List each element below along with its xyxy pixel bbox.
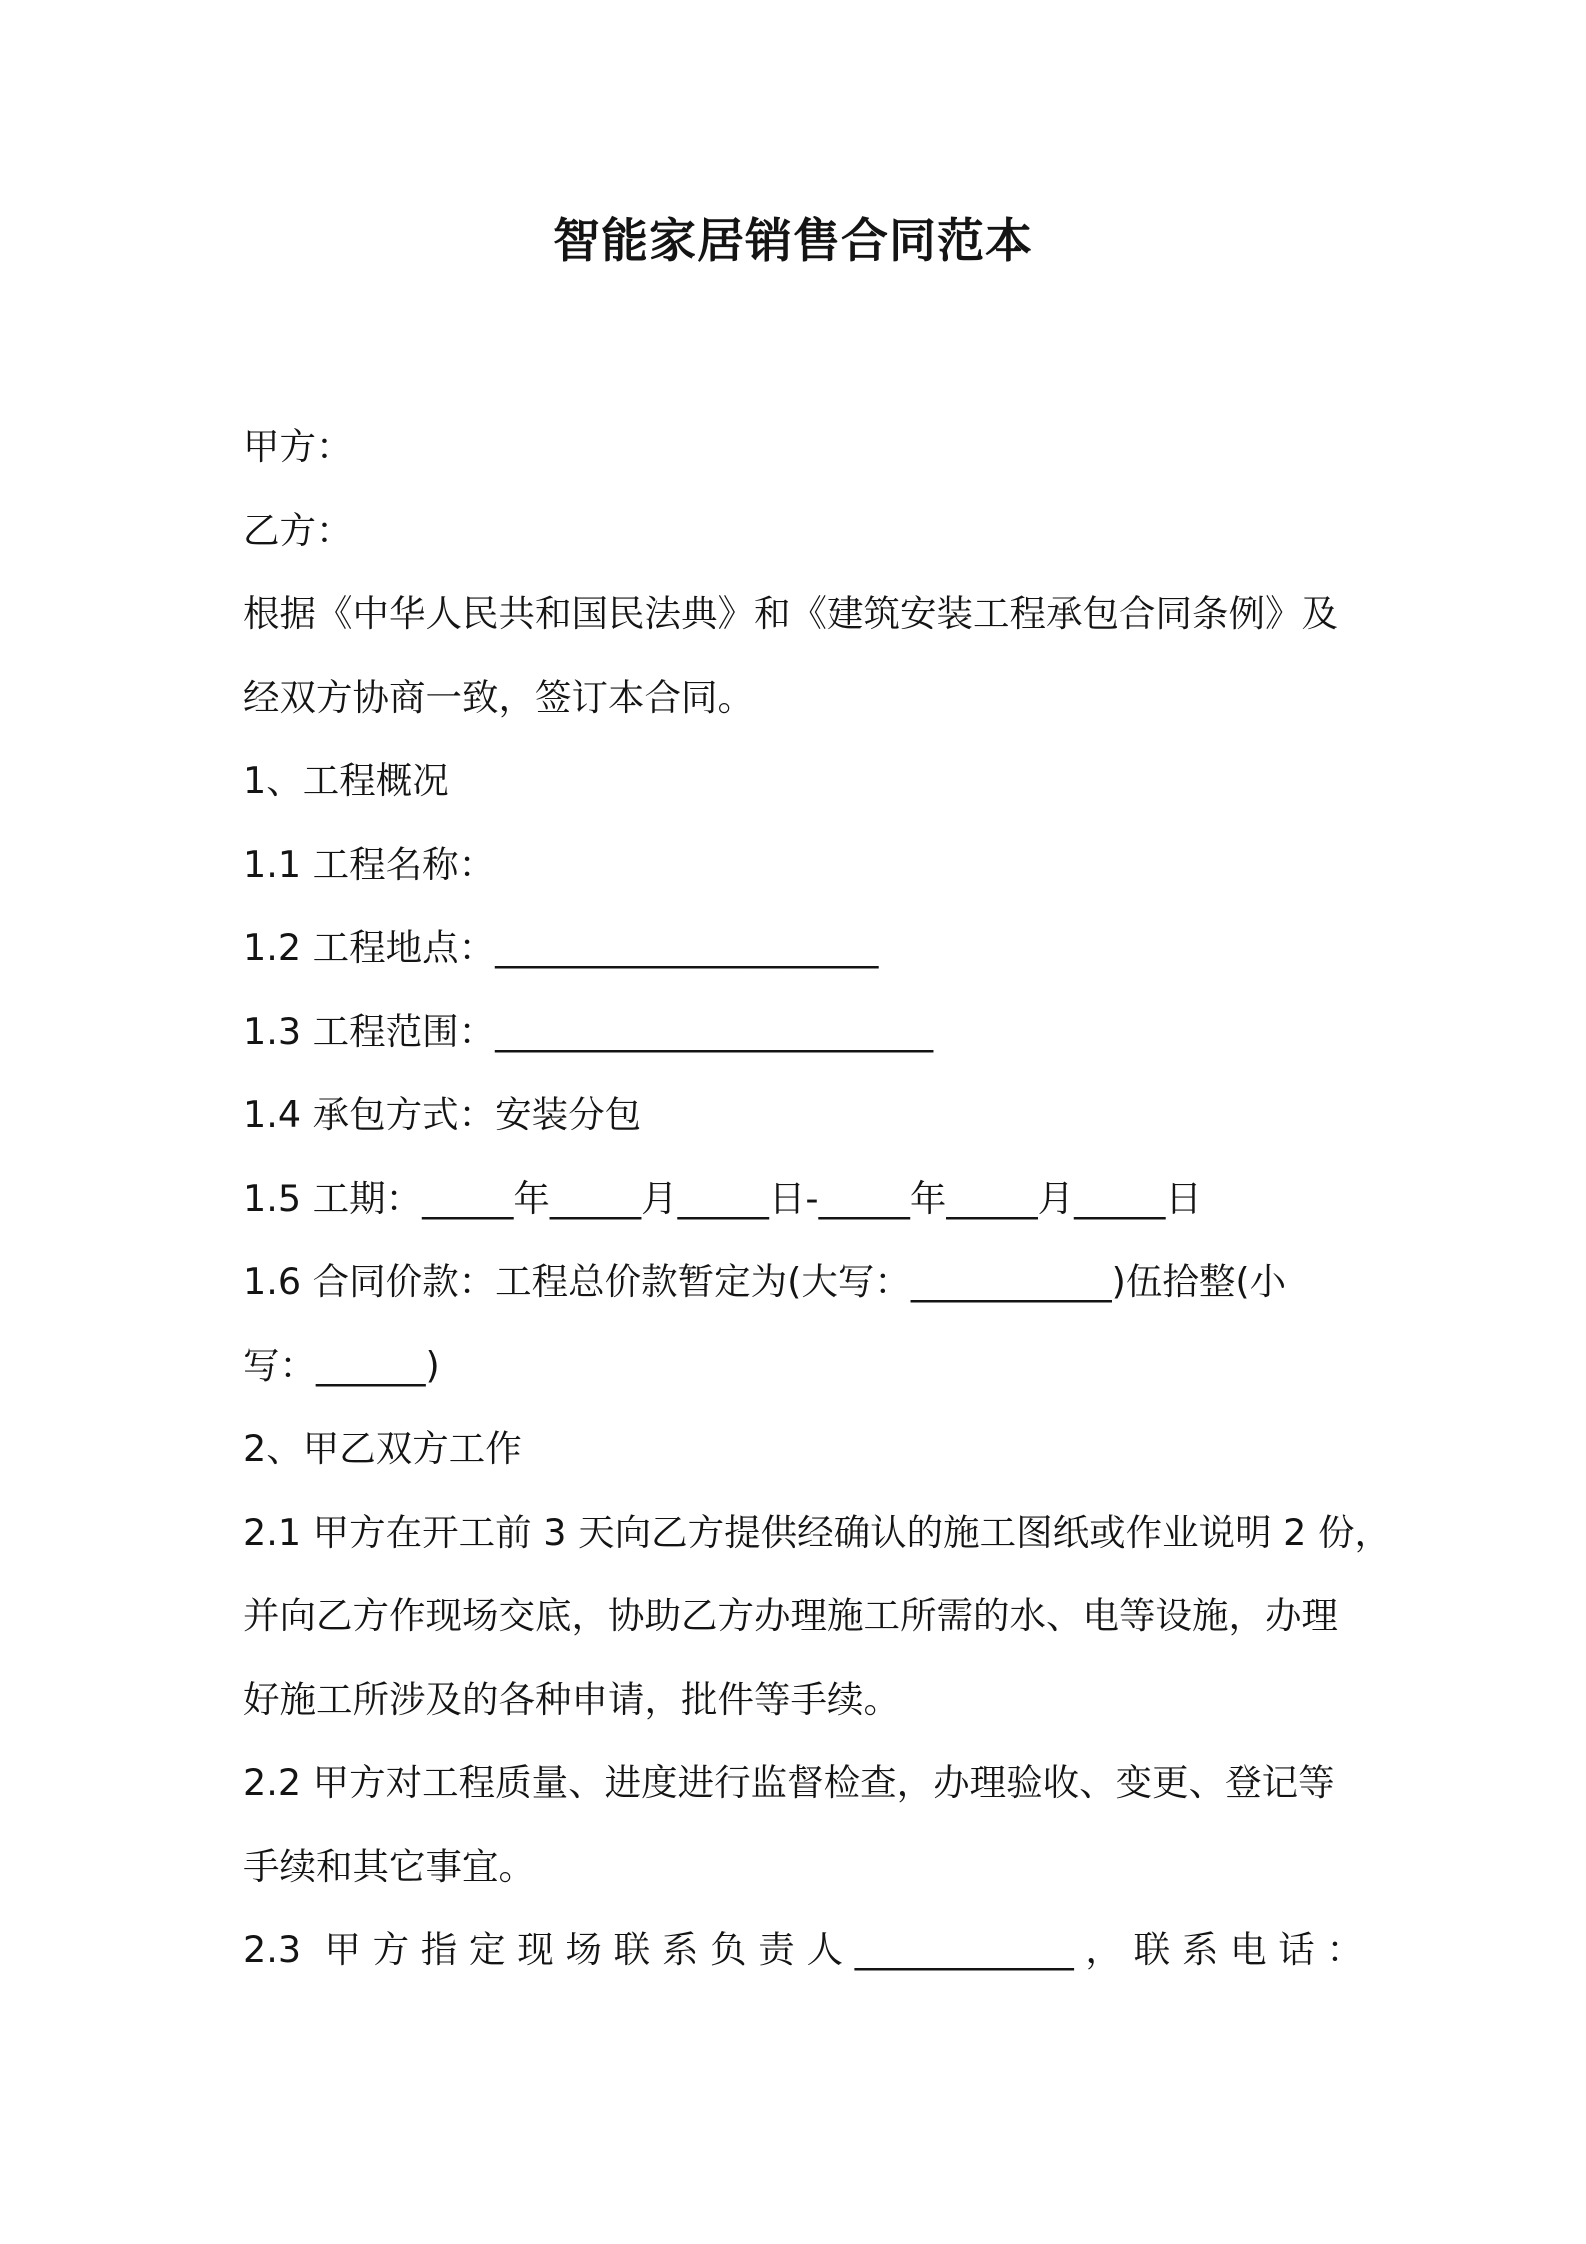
document-title: 智能家居销售合同范本 xyxy=(553,214,1033,269)
clause-1-6-line-1: 1.6 合同价款：工程总价款暂定为(大写：___________)伍拾整(小 xyxy=(243,1260,1287,1303)
clause-2-2-line-1: 2.2 甲方对工程质量、进度进行监督检查，办理验收、变更、登记等 xyxy=(243,1761,1335,1804)
clause-1-3: 1.3 工程范围：________________________ xyxy=(243,1009,934,1053)
clause-1-5: 1.5 工期：_____年_____月_____日-_____年_____月_____日 xyxy=(243,1176,1202,1220)
section-2-heading: 2、甲乙双方工作 xyxy=(243,1427,522,1470)
clause-2-1-line-1: 2.1 甲方在开工前 3 天向乙方提供经确认的施工图纸或作业说明 2 份， xyxy=(243,1510,1392,1554)
clause-1-2: 1.2 工程地点：_____________________ xyxy=(243,926,879,969)
party-b-line: 乙方： xyxy=(243,508,353,552)
document-body xyxy=(243,405,1392,1992)
clause-2-1-line-2: 并向乙方作现场交底，协助乙方办理施工所需的水、电等设施，办理 xyxy=(243,1594,1338,1637)
preamble-line-2: 经双方协商一致，签订本合同。 xyxy=(243,675,754,719)
clause-1-4: 1.4 承包方式：安装分包 xyxy=(243,1093,642,1136)
preamble-line-1: 根据《中华人民共和国民法典》和《建筑安装工程承包合同条例》及 xyxy=(243,592,1338,635)
clause-2-1-line-3: 好施工所涉及的各种申请，批件等手续。 xyxy=(243,1677,900,1721)
clause-1-6-line-2: 写：______) xyxy=(243,1343,440,1387)
party-a-line: 甲方： xyxy=(243,425,353,468)
clause-2-3-line-1: 2.3 甲方指定现场联系负责人____________，联系电话： xyxy=(243,1928,1363,1971)
clause-1-1: 1.1 工程名称： xyxy=(243,842,496,886)
section-1-heading: 1、工程概况 xyxy=(243,759,449,802)
clause-2-2-line-2: 手续和其它事宜。 xyxy=(243,1844,535,1888)
